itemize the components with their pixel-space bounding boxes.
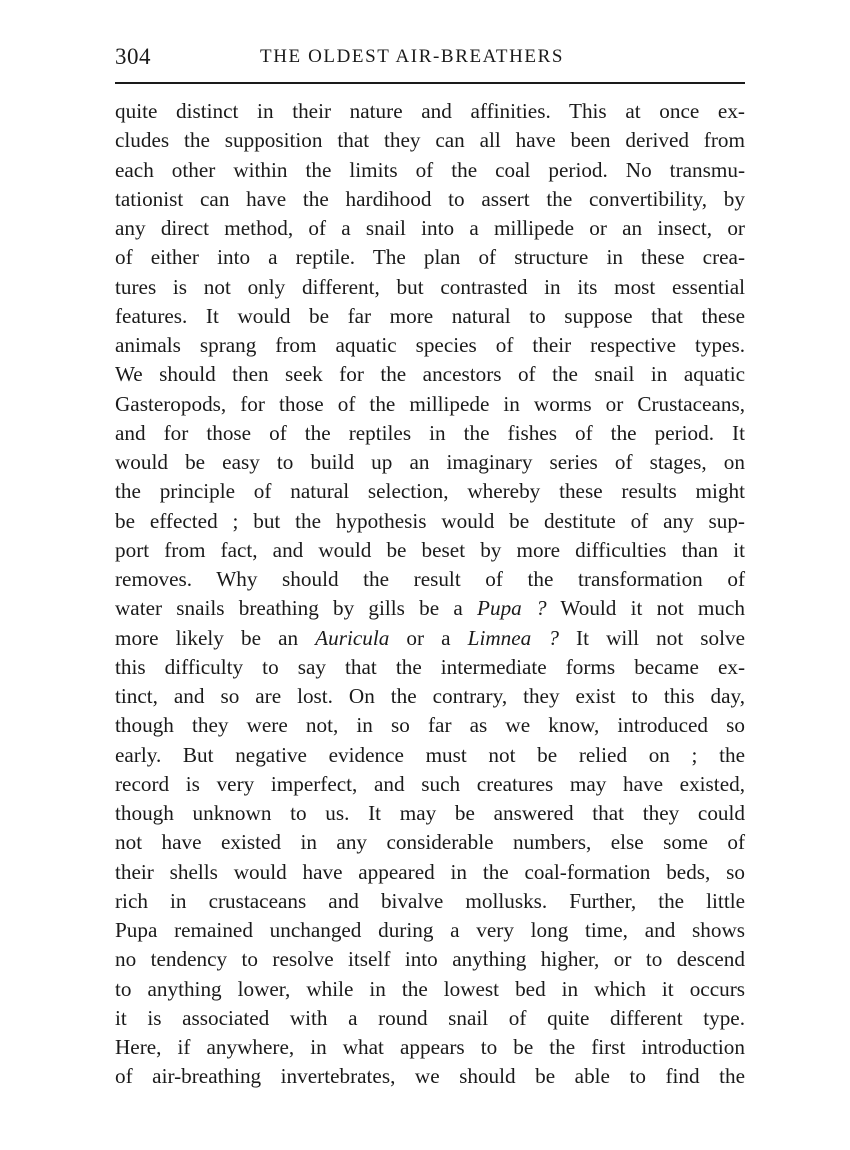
text-line: We should then seek for the ancestors of the snail in aquatic [115, 362, 745, 387]
italic-term: Limnea ? [467, 625, 559, 650]
text-line: of air-breathing invertebrates, we should be able to find the [115, 1064, 745, 1089]
text-line: the principle of natural selection, whereby these results might [115, 479, 745, 504]
text-line: this difficulty to say that the intermediate forms became ex- [115, 654, 745, 679]
running-title: THE OLDEST AIR-BREATHERS [260, 46, 565, 67]
text-line: would be easy to build up an imaginary series of stages, on [115, 450, 745, 474]
text-line: of either into a reptile. The plan of structure in these crea- [115, 245, 745, 270]
text-line: features. It would be far more natural to suppose that these [115, 303, 745, 328]
italic-term: Pupa ? [477, 596, 547, 621]
text-line: Here, if anywhere, in what appears to be the first introduction [115, 1035, 745, 1059]
text-line: water snails breathing by gills be a Pupa ? Would it not much [115, 596, 746, 621]
body-text [115, 97, 745, 1092]
text-line: it is associated with a round snail of quite different type. [115, 1005, 745, 1030]
text-line: tationist can have the hardihood to assert the convertibility, by [115, 186, 745, 211]
text-line: though they were not, in so far as we know, introduced so [115, 713, 745, 738]
text-line: early. But negative evidence must not be relied on ; the [115, 742, 745, 767]
text-line: their shells would have appeared in the coal-formation beds, so [115, 859, 745, 884]
text-line: cludes the supposition that they can all have been derived from [115, 128, 745, 153]
text-line: any direct method, of a snail into a millipede or an insect, or [115, 216, 745, 240]
text-line: quite distinct in their nature and affinities. This at once ex- [115, 99, 745, 123]
text-line: tinct, and so are lost. On the contrary, they exist to this day, [115, 684, 745, 708]
page-header [115, 44, 745, 78]
text-line: and for those of the reptiles in the fishes of the period. It [115, 420, 745, 445]
text-line: more likely be an Auricula or a Limnea ? It will not solve [115, 625, 746, 650]
text-line: not have existed in any considerable numbers, else some of [115, 830, 745, 855]
text-line: though unknown to us. It may be answered that they could [115, 801, 745, 825]
text-line: be effected ; but the hypothesis would be destitute of any sup- [115, 508, 745, 533]
text-line: no tendency to resolve itself into anything higher, or to descend [115, 947, 745, 972]
text-line: animals sprang from aquatic species of their respective types. [115, 333, 745, 357]
text-line: record is very imperfect, and such creatures may have existed, [115, 771, 745, 796]
italic-term: Auricula [315, 625, 390, 650]
page-number: 304 [115, 44, 151, 69]
text-line: each other within the limits of the coal period. No transmu- [115, 157, 745, 182]
text-line: Pupa remained unchanged during a very long time, and shows [115, 918, 745, 942]
header-rule [115, 82, 745, 84]
text-line: rich in crustaceans and bivalve mollusks. Further, the little [115, 888, 745, 913]
text-line: to anything lower, while in the lowest bed in which it occurs [115, 976, 745, 1001]
text-line: removes. Why should the result of the transformation of [115, 567, 745, 591]
text-line: tures is not only different, but contrasted in its most essential [115, 274, 745, 299]
text-line: Gasteropods, for those of the millipede in worms or Crustaceans, [115, 391, 745, 416]
text-line: port from fact, and would be beset by more difficulties than it [115, 537, 745, 562]
